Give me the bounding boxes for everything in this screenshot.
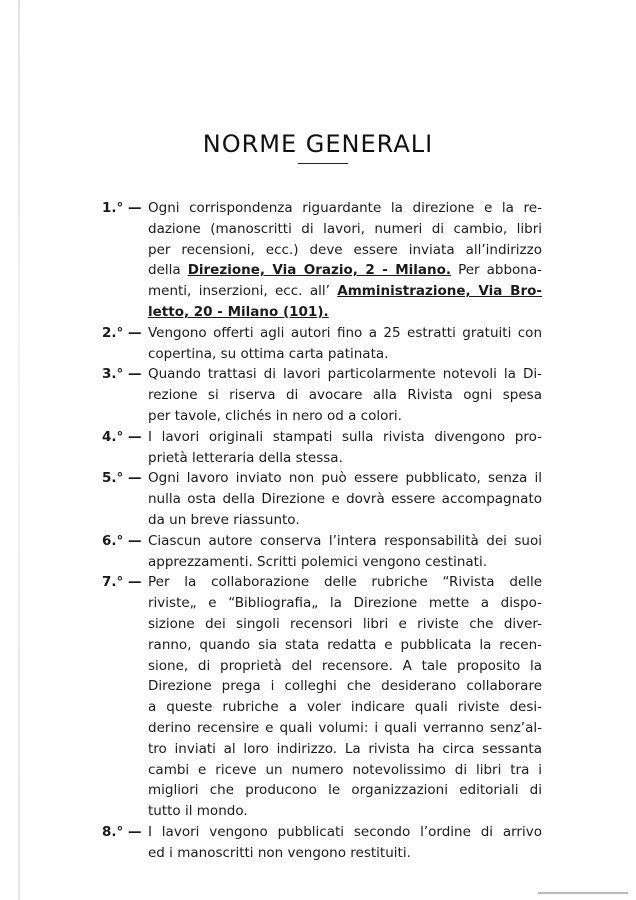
- rule-text: Ogni lavoro inviato non può essere pubblicato, senza il: [148, 470, 542, 487]
- rule-text: derino recensire e quali volumi: i quali verranno senz’al-: [148, 719, 542, 736]
- rule-text: Per abbona-: [451, 262, 542, 279]
- rule-number: 5.° —: [102, 470, 142, 487]
- rule-text: della: [148, 262, 188, 279]
- rule-number: 7.° —: [102, 574, 142, 591]
- scan-edge-mark: [538, 892, 628, 894]
- rule-text-line: [148, 260, 542, 281]
- rule-text: Quando trattasi di lavori particolarmente notevoli la Di-: [148, 366, 542, 383]
- rule-text-line: [148, 552, 542, 573]
- rule-text: nulla osta della Direzione e dovrà essere accompagnato: [148, 491, 542, 508]
- rule-item: [102, 427, 542, 469]
- address-text: Direzione, Via Orazio, 2 - Milano.: [187, 262, 452, 279]
- rule-text: I lavori originali stampati sulla rivista divengono pro-: [148, 428, 542, 445]
- rule-text-line: [148, 219, 542, 240]
- rule-item: [102, 531, 542, 573]
- rule-text: menti, inserzioni, ecc. all’: [148, 283, 338, 300]
- rule-text: ranno, quando sia stata redatta e pubblicata la recen-: [148, 636, 542, 653]
- rule-text: rezione si riserva di avocare alla Rivista ogni spesa: [148, 387, 542, 404]
- rule-text-line: [148, 198, 542, 219]
- rule-text-line: [148, 323, 542, 344]
- rule-text: Ciascun autore conserva l’intera responsabilità dei suoi: [148, 532, 542, 549]
- address-text: letto, 20 - Milano (101).: [148, 303, 329, 320]
- title-underline-rule: [298, 163, 348, 164]
- rule-text-line: [148, 385, 542, 406]
- rule-text-line: [148, 801, 542, 822]
- rule-text: ed i manoscritti non vengono restituiti.: [148, 844, 411, 861]
- rule-text-line: [148, 427, 542, 448]
- address-text: Amministrazione, Via Bro-: [337, 283, 542, 300]
- rule-text-line: [148, 448, 542, 469]
- rule-text-line: [148, 240, 542, 261]
- rule-text: riviste„ e “Bibliografia„ la Direzione mette a dispo-: [148, 595, 542, 612]
- rule-number: 1.° —: [102, 200, 142, 216]
- rule-number: 6.° —: [102, 532, 142, 549]
- rule-text-line: [148, 780, 542, 801]
- rule-text-line: [148, 697, 542, 718]
- rule-text: I lavori vengono pubblicati secondo l’ordine di arrivo: [148, 823, 542, 840]
- rule-text-line: [148, 822, 542, 843]
- rule-item: [102, 468, 542, 530]
- rule-text-line: [148, 406, 542, 427]
- rule-number: 3.° —: [102, 366, 142, 383]
- rule-item: [102, 364, 542, 426]
- rule-text-line: [148, 364, 542, 385]
- rule-text-line: [148, 760, 542, 781]
- rule-text-line: [148, 302, 542, 323]
- rule-number: 4.° —: [102, 428, 142, 445]
- rule-text-line: [148, 489, 542, 510]
- rules-list: [102, 198, 542, 864]
- rule-text: tro inviati al loro indirizzo. La rivista ha circa sessanta: [148, 740, 542, 757]
- rule-text: cambi e riceve un numero notevolissimo di libri tra i: [148, 761, 542, 778]
- rule-text: sione, di proprietà del recensore. A tale proposito la: [148, 657, 542, 674]
- page-title: NORME GENERALI: [202, 130, 434, 158]
- rule-item: [102, 198, 542, 323]
- rule-text: Direzione prega i colleghi che desiderano collaborare: [148, 678, 542, 695]
- rule-text: prietà letteraria della stessa.: [148, 449, 343, 466]
- rule-text-line: [148, 676, 542, 697]
- rule-text: tutto il mondo.: [148, 803, 248, 820]
- rule-text: per tavole, clichés in nero od a colori.: [148, 407, 402, 424]
- rule-text: per recensioni, ecc.) deve essere inviata all’indirizzo: [148, 241, 542, 258]
- rule-text-line: [148, 656, 542, 677]
- rule-text-line: [148, 718, 542, 739]
- rule-text-line: [148, 468, 542, 489]
- rule-text: Ogni corrispondenza riguardante la direzione e la re-: [148, 200, 542, 216]
- rule-text: migliori che producono le organizzazioni editoriali di: [148, 782, 542, 799]
- rule-text: copertina, su ottima carta patinata.: [148, 345, 389, 362]
- rule-text-line: [148, 510, 542, 531]
- rule-text-line: [148, 531, 542, 552]
- rule-text: da un breve riassunto.: [148, 511, 300, 528]
- rule-number: 8.° —: [102, 823, 142, 840]
- rule-number: 2.° —: [102, 324, 142, 341]
- rule-text-line: [148, 843, 542, 864]
- rule-text-line: [148, 344, 542, 365]
- rule-text: Per la collaborazione delle rubriche “Rivista delle: [148, 574, 542, 591]
- rule-text: a queste rubriche a voler indicare quali riviste desi-: [148, 699, 542, 716]
- rule-text: Vengono offerti agli autori fino a 25 estratti gratuiti con: [148, 324, 542, 341]
- rule-text-line: [148, 572, 542, 593]
- rule-item: [102, 323, 542, 365]
- rule-text: apprezzamenti. Scritti polemici vengono cestinati.: [148, 553, 487, 570]
- rule-item: [102, 572, 542, 822]
- rule-text-line: [148, 593, 542, 614]
- rule-text: sizione dei singoli recensori libri e riviste che diver-: [148, 615, 542, 632]
- rule-text-line: [148, 614, 542, 635]
- rule-item: [102, 822, 542, 864]
- rule-text-line: [148, 281, 542, 302]
- rule-text: dazione (manoscritti di lavori, numeri di cambio, libri: [148, 220, 542, 237]
- rule-text-line: [148, 635, 542, 656]
- rule-text-line: [148, 739, 542, 760]
